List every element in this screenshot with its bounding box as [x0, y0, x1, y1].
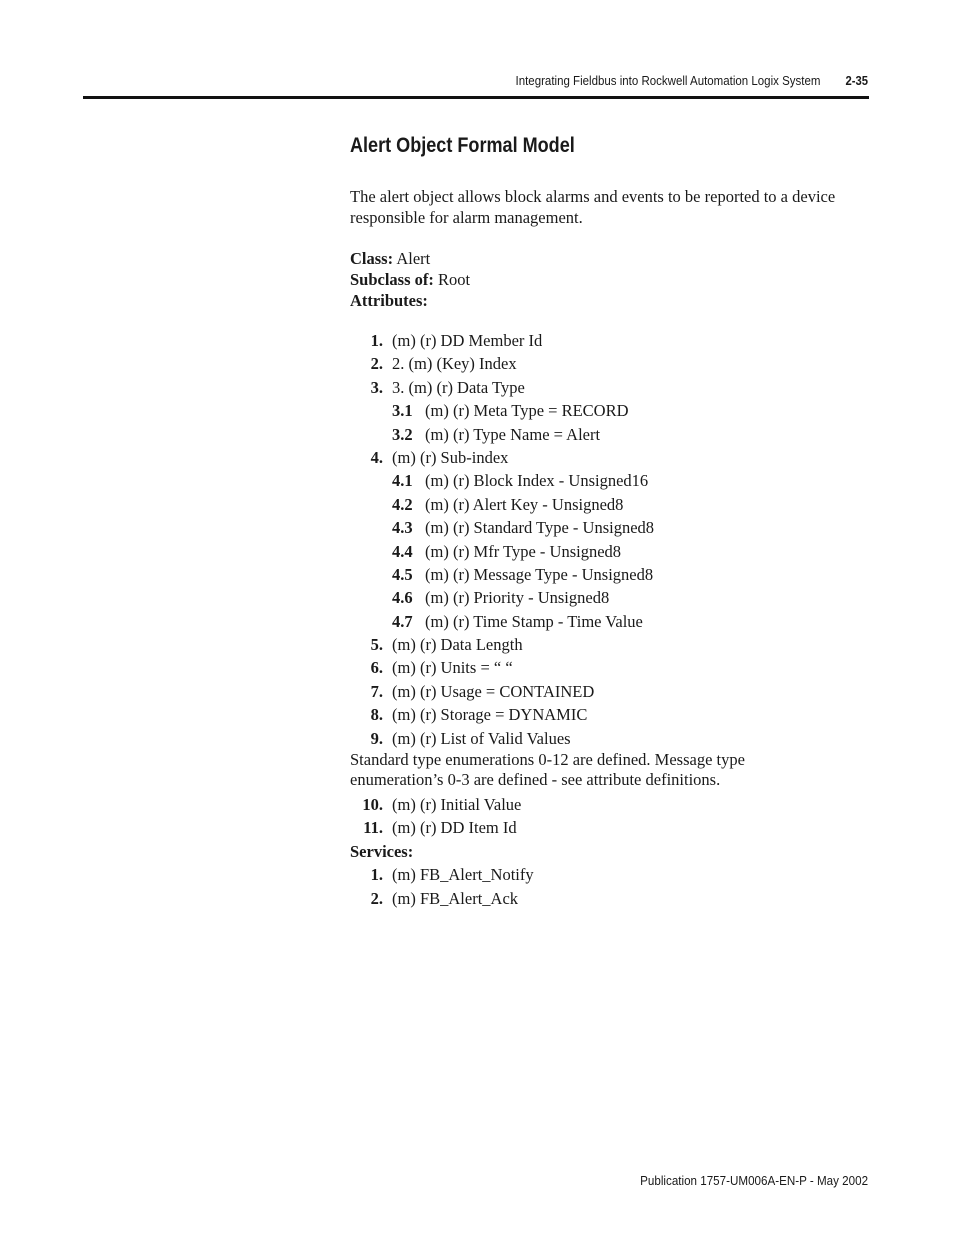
item-number: 4.7	[392, 611, 413, 631]
item-text: 2. (m) (Key) Index	[392, 354, 517, 374]
item-number: 1.	[370, 865, 383, 885]
list-item	[350, 887, 870, 910]
sub-list-item	[350, 423, 870, 446]
list-item	[350, 680, 870, 703]
attribute-list	[350, 329, 870, 750]
item-number: 5.	[370, 635, 383, 655]
list-item	[350, 376, 870, 399]
item-number: 11.	[363, 818, 383, 838]
item-number: 2.	[370, 354, 383, 374]
list-item	[350, 793, 870, 816]
item-number: 4.	[370, 447, 383, 467]
item-text: (m) (r) Priority - Unsigned8	[425, 588, 610, 608]
item-number: 4.1	[392, 471, 413, 491]
item-text: (m) FB_Alert_Ack	[392, 888, 519, 908]
item-text: (m) (r) Sub-index	[392, 447, 509, 467]
list-item	[350, 703, 870, 726]
item-number: 7.	[370, 681, 383, 701]
item-number: 6.	[370, 658, 383, 678]
subclass-label: Subclass of:	[350, 270, 434, 289]
item-text: (m) (r) DD Member Id	[392, 331, 543, 350]
item-text: (m) (r) List of Valid Values	[392, 728, 571, 748]
item-number: 10.	[362, 795, 383, 815]
attributes-label: Attributes:	[350, 291, 428, 310]
item-number: 4.2	[392, 494, 413, 514]
intro-paragraph: The alert object allows block alarms and events to be reported to a device responsible for alarm management.	[350, 187, 836, 227]
item-text: (m) (r) Initial Value	[392, 795, 522, 815]
list-item	[350, 863, 870, 886]
item-number: 3.1	[392, 401, 413, 421]
list-item	[350, 727, 870, 750]
item-text: (m) FB_Alert_Notify	[392, 865, 534, 885]
item-number: 3.2	[392, 424, 413, 444]
item-text: (m) (r) Message Type - Unsigned8	[425, 564, 654, 584]
item-number: 4.4	[392, 541, 413, 561]
sub-list-item	[350, 469, 870, 492]
list-item	[350, 446, 870, 469]
services-heading	[350, 840, 870, 863]
list-item	[350, 329, 870, 352]
item-text: (m) (r) Mfr Type - Unsigned8	[425, 541, 622, 561]
list-item	[350, 816, 870, 839]
item-text: (m) (r) Meta Type = RECORD	[425, 401, 629, 421]
subclass-line	[350, 269, 870, 290]
item-text: (m) (r) DD Item Id	[392, 818, 517, 838]
item-number: 4.3	[392, 518, 413, 538]
item-number: 3.	[370, 377, 383, 397]
item-text: (m) (r) Time Stamp - Time Value	[425, 611, 643, 631]
attributes-heading	[350, 290, 870, 311]
list-item	[350, 633, 870, 656]
list-item	[350, 352, 870, 375]
attribute-list-continued	[350, 793, 870, 840]
sub-list-item	[350, 563, 870, 586]
item-number: 4.6	[392, 588, 413, 608]
item-text: (m) (r) Storage = DYNAMIC	[392, 705, 588, 725]
services-list	[350, 863, 870, 910]
item-text: 3. (m) (r) Data Type	[392, 377, 525, 397]
class-value: Alert	[396, 249, 431, 268]
section-title: Alert Object Formal Model	[350, 134, 575, 157]
item-text: (m) (r) Data Length	[392, 635, 523, 655]
item-number: 9.	[370, 728, 383, 748]
item-number: 2.	[370, 888, 383, 908]
item-number: 4.5	[392, 564, 413, 584]
sub-list-item	[350, 610, 870, 633]
running-header	[350, 74, 868, 94]
header-divider	[83, 96, 869, 99]
item-text: (m) (r) Units = “ “	[392, 658, 513, 678]
section-body	[350, 186, 870, 910]
list-item	[350, 656, 870, 679]
item-text: (m) (r) Alert Key - Unsigned8	[425, 494, 624, 514]
item-text: (m) (r) Block Index - Unsigned16	[425, 471, 649, 491]
services-label: Services:	[350, 841, 414, 861]
sub-list-item	[350, 493, 870, 516]
item-text: (m) (r) Type Name = Alert	[425, 424, 601, 444]
sub-list-item	[350, 540, 870, 563]
subclass-value: Root	[438, 270, 471, 289]
item-number: 1.	[370, 331, 383, 350]
sub-list-item	[350, 399, 870, 422]
item-text: (m) (r) Standard Type - Unsigned8	[425, 518, 655, 538]
running-header-title: Integrating Fieldbus into Rockwell Automation Logix System	[515, 74, 820, 88]
page-number: 2-35	[845, 74, 868, 88]
page-footer: Publication 1757-UM006A-EN-P - May 2002	[640, 1174, 868, 1188]
enumeration-note: Standard type enumerations 0-12 are defined. Message type enumeration’s 0-3 are defined - see attribute definitions.	[350, 750, 745, 790]
class-label: Class:	[350, 249, 394, 268]
item-number: 8.	[370, 705, 383, 725]
sub-list-item	[350, 586, 870, 609]
class-line	[350, 248, 870, 269]
item-text: (m) (r) Usage = CONTAINED	[392, 681, 595, 701]
sub-list-item	[350, 516, 870, 539]
